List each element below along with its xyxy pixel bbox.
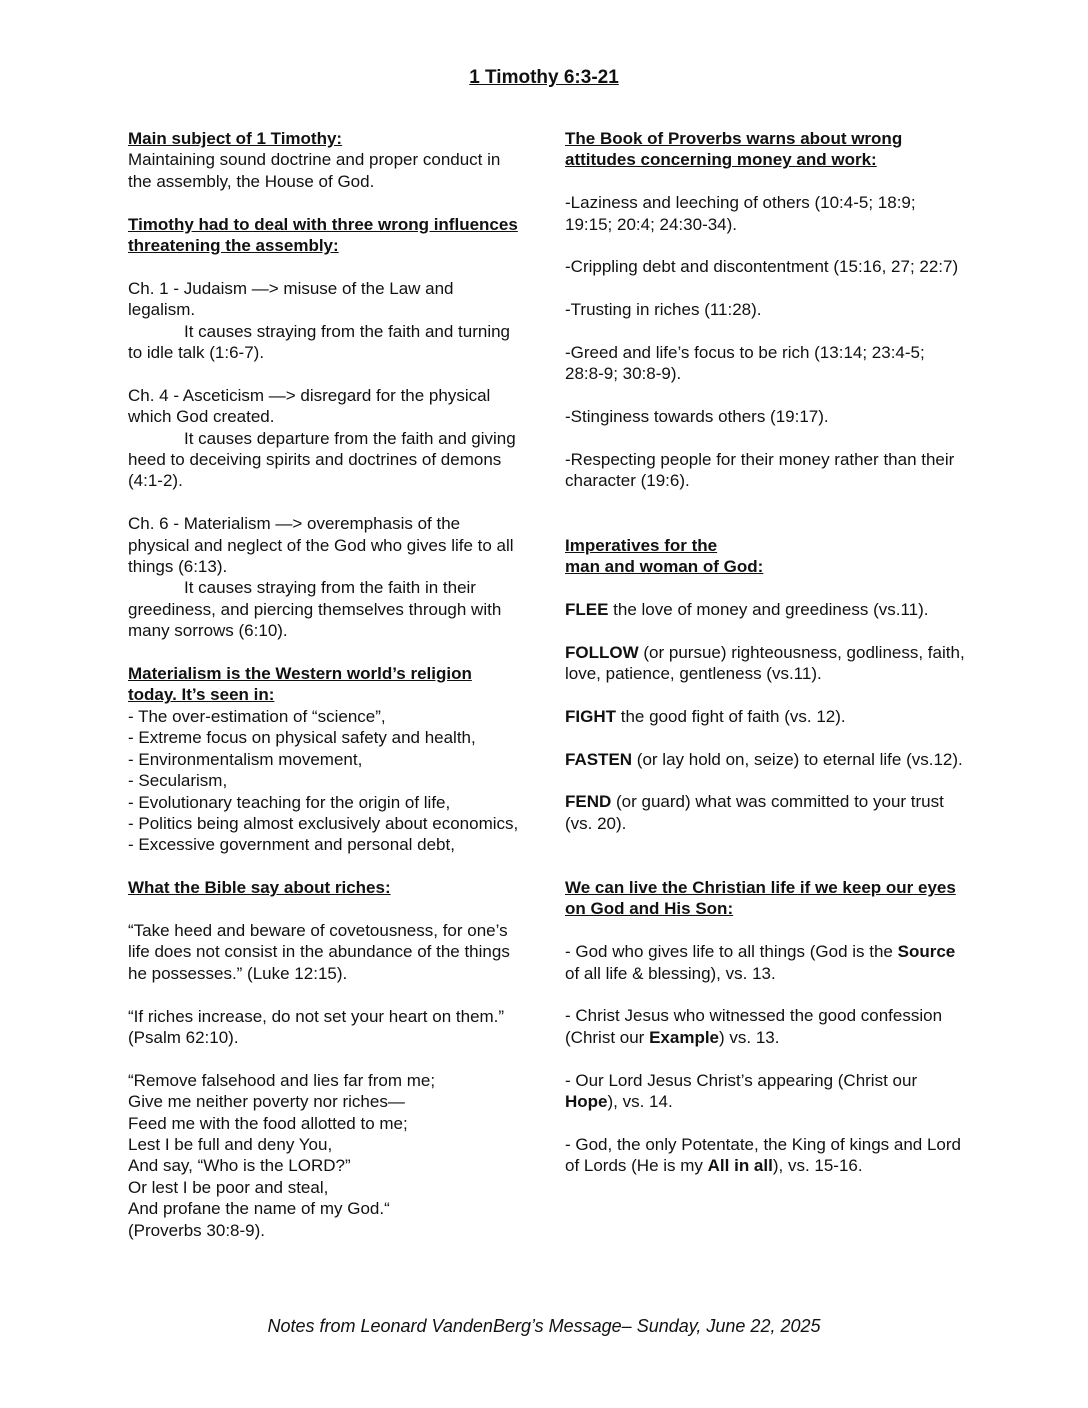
quote-line: Feed me with the food allotted to me;: [128, 1113, 408, 1133]
ch6-text: Ch. 6 - Materialism —> overemphasis of the physical and neglect of the God who gives life to all things (6:13).: [128, 514, 514, 577]
imperative-text: (or guard) what was committed to your trust (vs. 20).: [565, 792, 944, 833]
luke-quote: “Take heed and beware of covetousness, for one’s life does not consist in the abundance of the things he possesses.” (Luke 12:15).: [128, 920, 510, 983]
imperative-item: [565, 749, 965, 770]
quote-line: (Proverbs 30:8-9).: [128, 1220, 265, 1240]
proverbs-item: -Trusting in riches (11:28).: [565, 300, 762, 320]
right-column: [565, 128, 965, 1177]
ch4-text: Ch. 4 - Asceticism —> disregard for the physical which God created.: [128, 385, 491, 427]
imperatives-heading-line2: man and woman of God:: [565, 557, 764, 576]
imperatives-heading-line1: Imperatives for the: [565, 535, 718, 555]
proverbs-item: -Laziness and leeching of others (10:4-5; 18:9; 19:15; 20:4; 24:30-34).: [565, 193, 916, 234]
eyes-item: - God who gives life to all things (God is the Source of all life & blessing), vs. 13.: [565, 942, 956, 983]
ch6-cause: It causes straying from the faith in their greediness, and piercing themselves through with many sorrows (6:10).: [128, 578, 502, 641]
materialism-item: - Extreme focus on physical safety and health,: [128, 728, 476, 748]
imperative-text: (or pursue) righteousness, godliness, faith, love, patience, gentleness (vs.11).: [565, 642, 965, 683]
quote-line: Give me neither poverty nor riches—: [128, 1092, 405, 1112]
quote-line: Or lest I be poor and steal,: [128, 1177, 329, 1197]
materialism-heading: Materialism is the Western world’s religion today. It’s seen in:: [128, 664, 472, 705]
eyes-item: - Our Lord Jesus Christ’s appearing (Christ our Hope), vs. 14.: [565, 1070, 918, 1111]
christian-life-heading: We can live the Christian life if we keep our eyes on God and His Son:: [565, 877, 956, 919]
quote-line: And say, “Who is the LORD?”: [128, 1156, 351, 1176]
materialism-item: - The over-estimation of “science”,: [128, 706, 386, 726]
materialism-item: - Evolutionary teaching for the origin of life,: [128, 792, 451, 812]
page-title: 1 Timothy 6:3-21: [469, 67, 619, 88]
proverbs-quote: [128, 1070, 523, 1241]
eyes-item-bold: Source: [897, 942, 956, 962]
proverbs-item: -Greed and life’s focus to be rich (13:14; 23:4-5; 28:8-9; 30:8-9).: [565, 343, 925, 384]
materialism-item: - Politics being almost exclusively about economics,: [128, 813, 519, 833]
quote-line: And profane the name of my God.“: [128, 1199, 390, 1219]
proverbs-item: -Stinginess towards others (19:17).: [565, 407, 829, 427]
main-subject-heading: Main subject of 1 Timothy:: [128, 129, 343, 148]
footer-note: Notes from Leonard VandenBerg’s Message– Sunday, June 22, 2025: [267, 1316, 821, 1336]
imperative-word: FIGHT: [565, 706, 616, 726]
imperative-word: FASTEN: [565, 749, 633, 769]
ch1-cause: It causes straying from the faith and turning to idle talk (1:6-7).: [128, 321, 511, 363]
quote-line: Lest I be full and deny You,: [128, 1134, 333, 1154]
imperative-item: [565, 706, 965, 727]
materialism-item: - Excessive government and personal debt,: [128, 835, 455, 855]
quote-line: “Remove falsehood and lies far from me;: [128, 1070, 436, 1090]
psalm-quote: “If riches increase, do not set your heart on them.” (Psalm 62:10).: [128, 1006, 505, 1047]
proverbs-item: -Crippling debt and discontentment (15:16, 27; 22:7): [565, 257, 959, 277]
imperative-word: FEND: [565, 792, 612, 812]
ch4-cause: It causes departure from the faith and giving heed to deceiving spirits and doctrines of demons (4:1-2).: [128, 428, 516, 491]
eyes-item-bold: Hope: [565, 1092, 608, 1111]
proverbs-heading: The Book of Proverbs warns about wrong attitudes concerning money and work:: [565, 129, 903, 170]
imperative-item: [565, 599, 965, 620]
imperative-item: [565, 791, 965, 834]
eyes-item-bold: All in all: [707, 1156, 773, 1176]
ch1-text: Ch. 1 - Judaism —> misuse of the Law and legalism.: [128, 278, 454, 320]
materialism-item: - Secularism,: [128, 771, 228, 791]
proverbs-item: -Respecting people for their money rather than their character (19:6).: [565, 450, 955, 491]
influences-heading: Timothy had to deal with three wrong influences threatening the assembly:: [128, 214, 518, 256]
left-column: [128, 128, 523, 1241]
eyes-item: - God, the only Potentate, the King of kings and Lord of Lords (He is my All in all), vs. 15-16.: [565, 1134, 961, 1176]
bible-riches-heading: What the Bible say about riches:: [128, 878, 391, 898]
imperative-text: the good fight of faith (vs. 12).: [616, 706, 846, 726]
main-subject-text: Maintaining sound doctrine and proper conduct in the assembly, the House of God.: [128, 150, 501, 191]
imperative-word: FOLLOW: [565, 642, 639, 662]
imperative-text: the love of money and greediness (vs.11).: [608, 599, 929, 619]
eyes-item-bold: Example: [649, 1027, 720, 1047]
imperative-item: [565, 642, 965, 685]
imperative-word: FLEE: [565, 599, 609, 619]
materialism-item: - Environmentalism movement,: [128, 749, 363, 769]
eyes-item: - Christ Jesus who witnessed the good confession (Christ our Example) vs. 13.: [565, 1006, 943, 1047]
imperative-text: (or lay hold on, seize) to eternal life (vs.12).: [632, 749, 963, 769]
